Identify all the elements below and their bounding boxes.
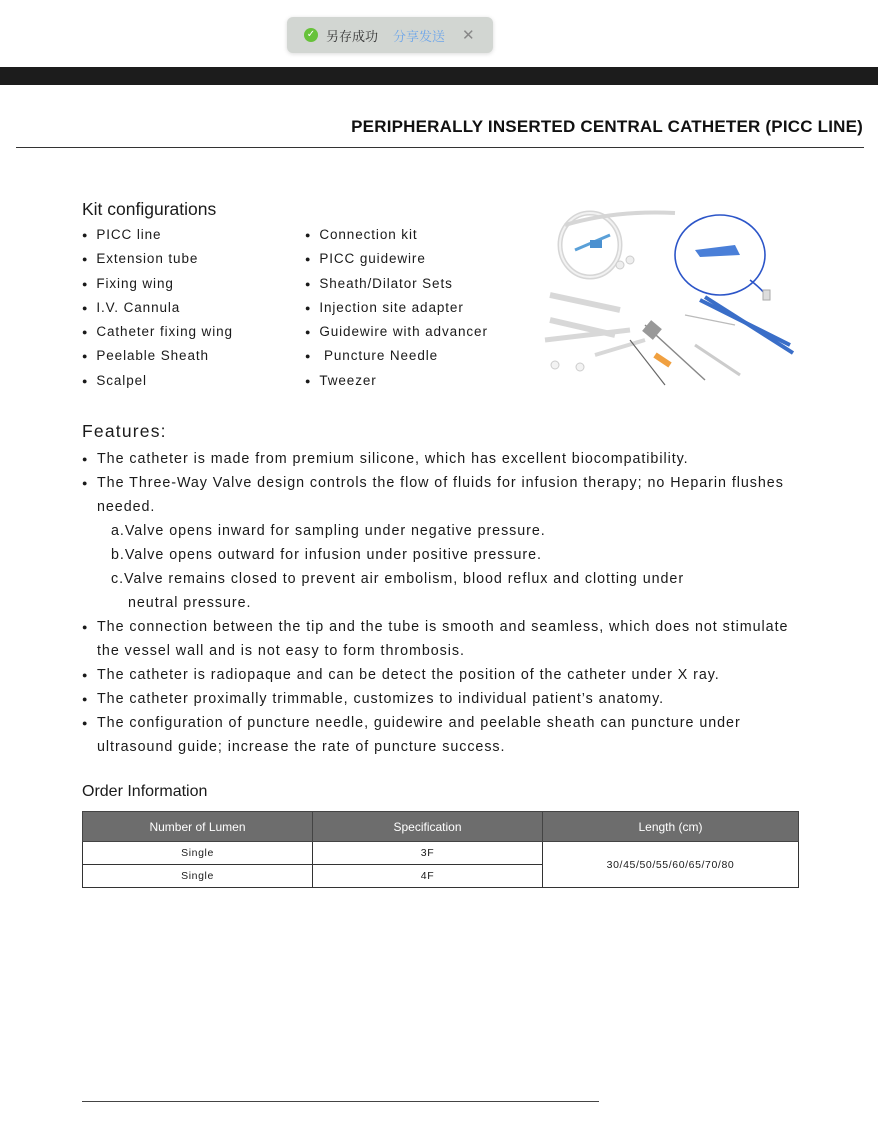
feature-subitem-text: c.Valve remains closed to prevent air embolism, blood reflux and clotting under: [111, 571, 685, 587]
lumen-cell: Single: [83, 865, 313, 888]
feature-item: ● The connection between the tip and the tube is smooth and seamless, which does not stimulate the vessel wall and is not easy to form thrombosis.: [82, 615, 812, 663]
picc-kit-product-image: [535, 205, 800, 400]
share-send-link[interactable]: 分享发送: [393, 29, 446, 45]
lumen-cell: Single: [83, 842, 313, 865]
save-success-toast: [287, 17, 493, 53]
kit-item: ● PICC guidewire: [305, 251, 488, 275]
kit-item: ● Connection kit: [305, 227, 488, 251]
feature-subitem: b.Valve opens outward for infusion under positive pressure.: [111, 547, 542, 563]
title-divider: [16, 147, 864, 148]
header-bar: [0, 67, 878, 85]
kit-item: ● Injection site adapter: [305, 300, 488, 324]
check-circle-icon: ✓: [304, 28, 318, 42]
features-heading: Features:: [82, 421, 167, 441]
kit-item: ● I.V. Cannula: [82, 300, 233, 324]
feature-subitem: a.Valve opens inward for sampling under negative pressure.: [111, 523, 546, 539]
kit-list-right: [305, 227, 488, 397]
kit-item: ● PICC line: [82, 227, 233, 251]
page-title: PERIPHERALLY INSERTED CENTRAL CATHETER (PICC LINE): [351, 117, 863, 136]
kit-item: ● Peelable Sheath: [82, 348, 233, 372]
kit-item: ● Tweezer: [305, 373, 488, 397]
feature-subitem: [82, 567, 812, 615]
kit-item: ● Puncture Needle: [305, 348, 488, 372]
kit-item: ● Guidewire with advancer: [305, 324, 488, 348]
close-icon[interactable]: ✕: [462, 26, 475, 44]
kit-list-left: [82, 227, 233, 397]
features-list: [82, 447, 812, 759]
feature-item: ● The catheter is radiopaque and can be detect the position of the catheter under X ray.: [82, 663, 812, 687]
length-cell: 30/45/50/55/60/65/70/80: [543, 842, 799, 888]
feature-subitem-continuation: neutral pressure.: [128, 595, 252, 611]
feature-item: ● The configuration of puncture needle, guidewire and peelable sheath can puncture under ultrasound guide; increase the rate of puncture success.: [82, 711, 812, 759]
kit-item: ● Sheath/Dilator Sets: [305, 276, 488, 300]
kit-item: ● Extension tube: [82, 251, 233, 275]
column-header: Number of Lumen: [83, 812, 313, 842]
kit-heading: Kit configurations: [82, 199, 217, 219]
order-heading: Order Information: [82, 783, 208, 800]
footer-divider: [82, 1101, 599, 1102]
kit-item: ● Scalpel: [82, 373, 233, 397]
feature-item: ● The catheter is made from premium silicone, which has excellent biocompatibility.: [82, 447, 812, 471]
toast-message: 另存成功: [326, 29, 379, 45]
table-row: [83, 842, 799, 865]
kit-item: ● Catheter fixing wing: [82, 324, 233, 348]
column-header: Specification: [313, 812, 543, 842]
column-header: Length (cm): [543, 812, 799, 842]
kit-item: ● Fixing wing: [82, 276, 233, 300]
order-table: [82, 811, 799, 888]
spec-cell: 3F: [313, 842, 543, 865]
spec-cell: 4F: [313, 865, 543, 888]
feature-item: ● The Three-Way Valve design controls the flow of fluids for infusion therapy; no Heparin flushes needed.: [82, 471, 812, 519]
table-header-row: [83, 812, 799, 842]
feature-item: ● The catheter proximally trimmable, customizes to individual patient’s anatomy.: [82, 687, 812, 711]
